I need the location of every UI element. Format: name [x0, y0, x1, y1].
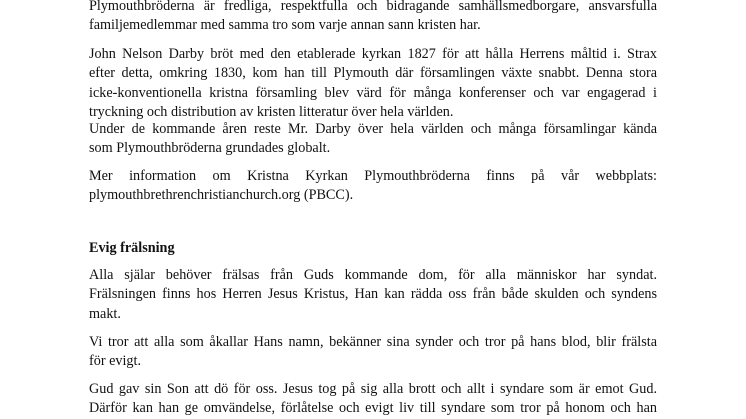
paragraph-belief [89, 333, 657, 372]
text-line: Vi tror att alla som åkallar Hans namn, bekänner sina synder och tror på hans blod, blir frälsta [89, 334, 657, 350]
section-heading: Evig frälsning [89, 240, 175, 256]
paragraph-darby-history [89, 45, 657, 122]
paragraph-salvation-need [89, 266, 657, 324]
paragraph-more-info [89, 167, 657, 206]
text-line: Plymouthbröderna är fredliga, respektfulla och bidragande samhällsmedborgare, ansvarsfulla [89, 0, 657, 14]
text-line: efter detta, omkring 1830, kom han till Plymouth där församlingen växte snabbt. Denna stora [89, 65, 657, 82]
paragraph-brethren-description [89, 0, 657, 36]
paragraph-gods-son [89, 380, 657, 419]
text-line: makt. [89, 305, 121, 322]
paragraph-darby-travels [89, 120, 657, 159]
text-line: Under de kommande åren reste Mr. Darby över hela världen och många församlingar kända [89, 121, 657, 137]
text-line: familjemedlemmar med samma tro som varje annan sann kristen har. [89, 17, 481, 34]
text-line: Gud gav sin Son att dö för oss. Jesus tog på sig alla brott och allt i syndare som är emot Gud. [89, 381, 657, 397]
text-line: plymouthbrethrenchristianchurch.org (PBCC). [89, 187, 354, 204]
text-line: för evigt. [89, 353, 142, 370]
text-line: som Plymouthbröderna grundades globalt. [89, 140, 331, 157]
text-line: tryckning och distribution av kristen litteratur över hela världen. [89, 103, 454, 120]
text-line: Alla själar behöver frälsas från Guds kommande dom, för alla människor har syndat. [89, 267, 657, 283]
text-line: Därför kan han ge omvändelse, förlåtelse och evigt liv till syndare som tror på honom och han [89, 400, 657, 417]
text-line: icke-konventionella kristna församling blev värd för många konferenser och var engagerad i [89, 84, 657, 101]
text-line: Frälsningen finns hos Herren Jesus Kristus, Han kan rädda oss från både skulden och syndens [89, 286, 657, 303]
text-line: John Nelson Darby bröt med den etablerade kyrkan 1827 för att hålla Herrens måltid i. Strax [89, 46, 657, 62]
text-line: Mer information om Kristna Kyrkan Plymouthbröderna finns på vår webbplats: [89, 168, 657, 184]
